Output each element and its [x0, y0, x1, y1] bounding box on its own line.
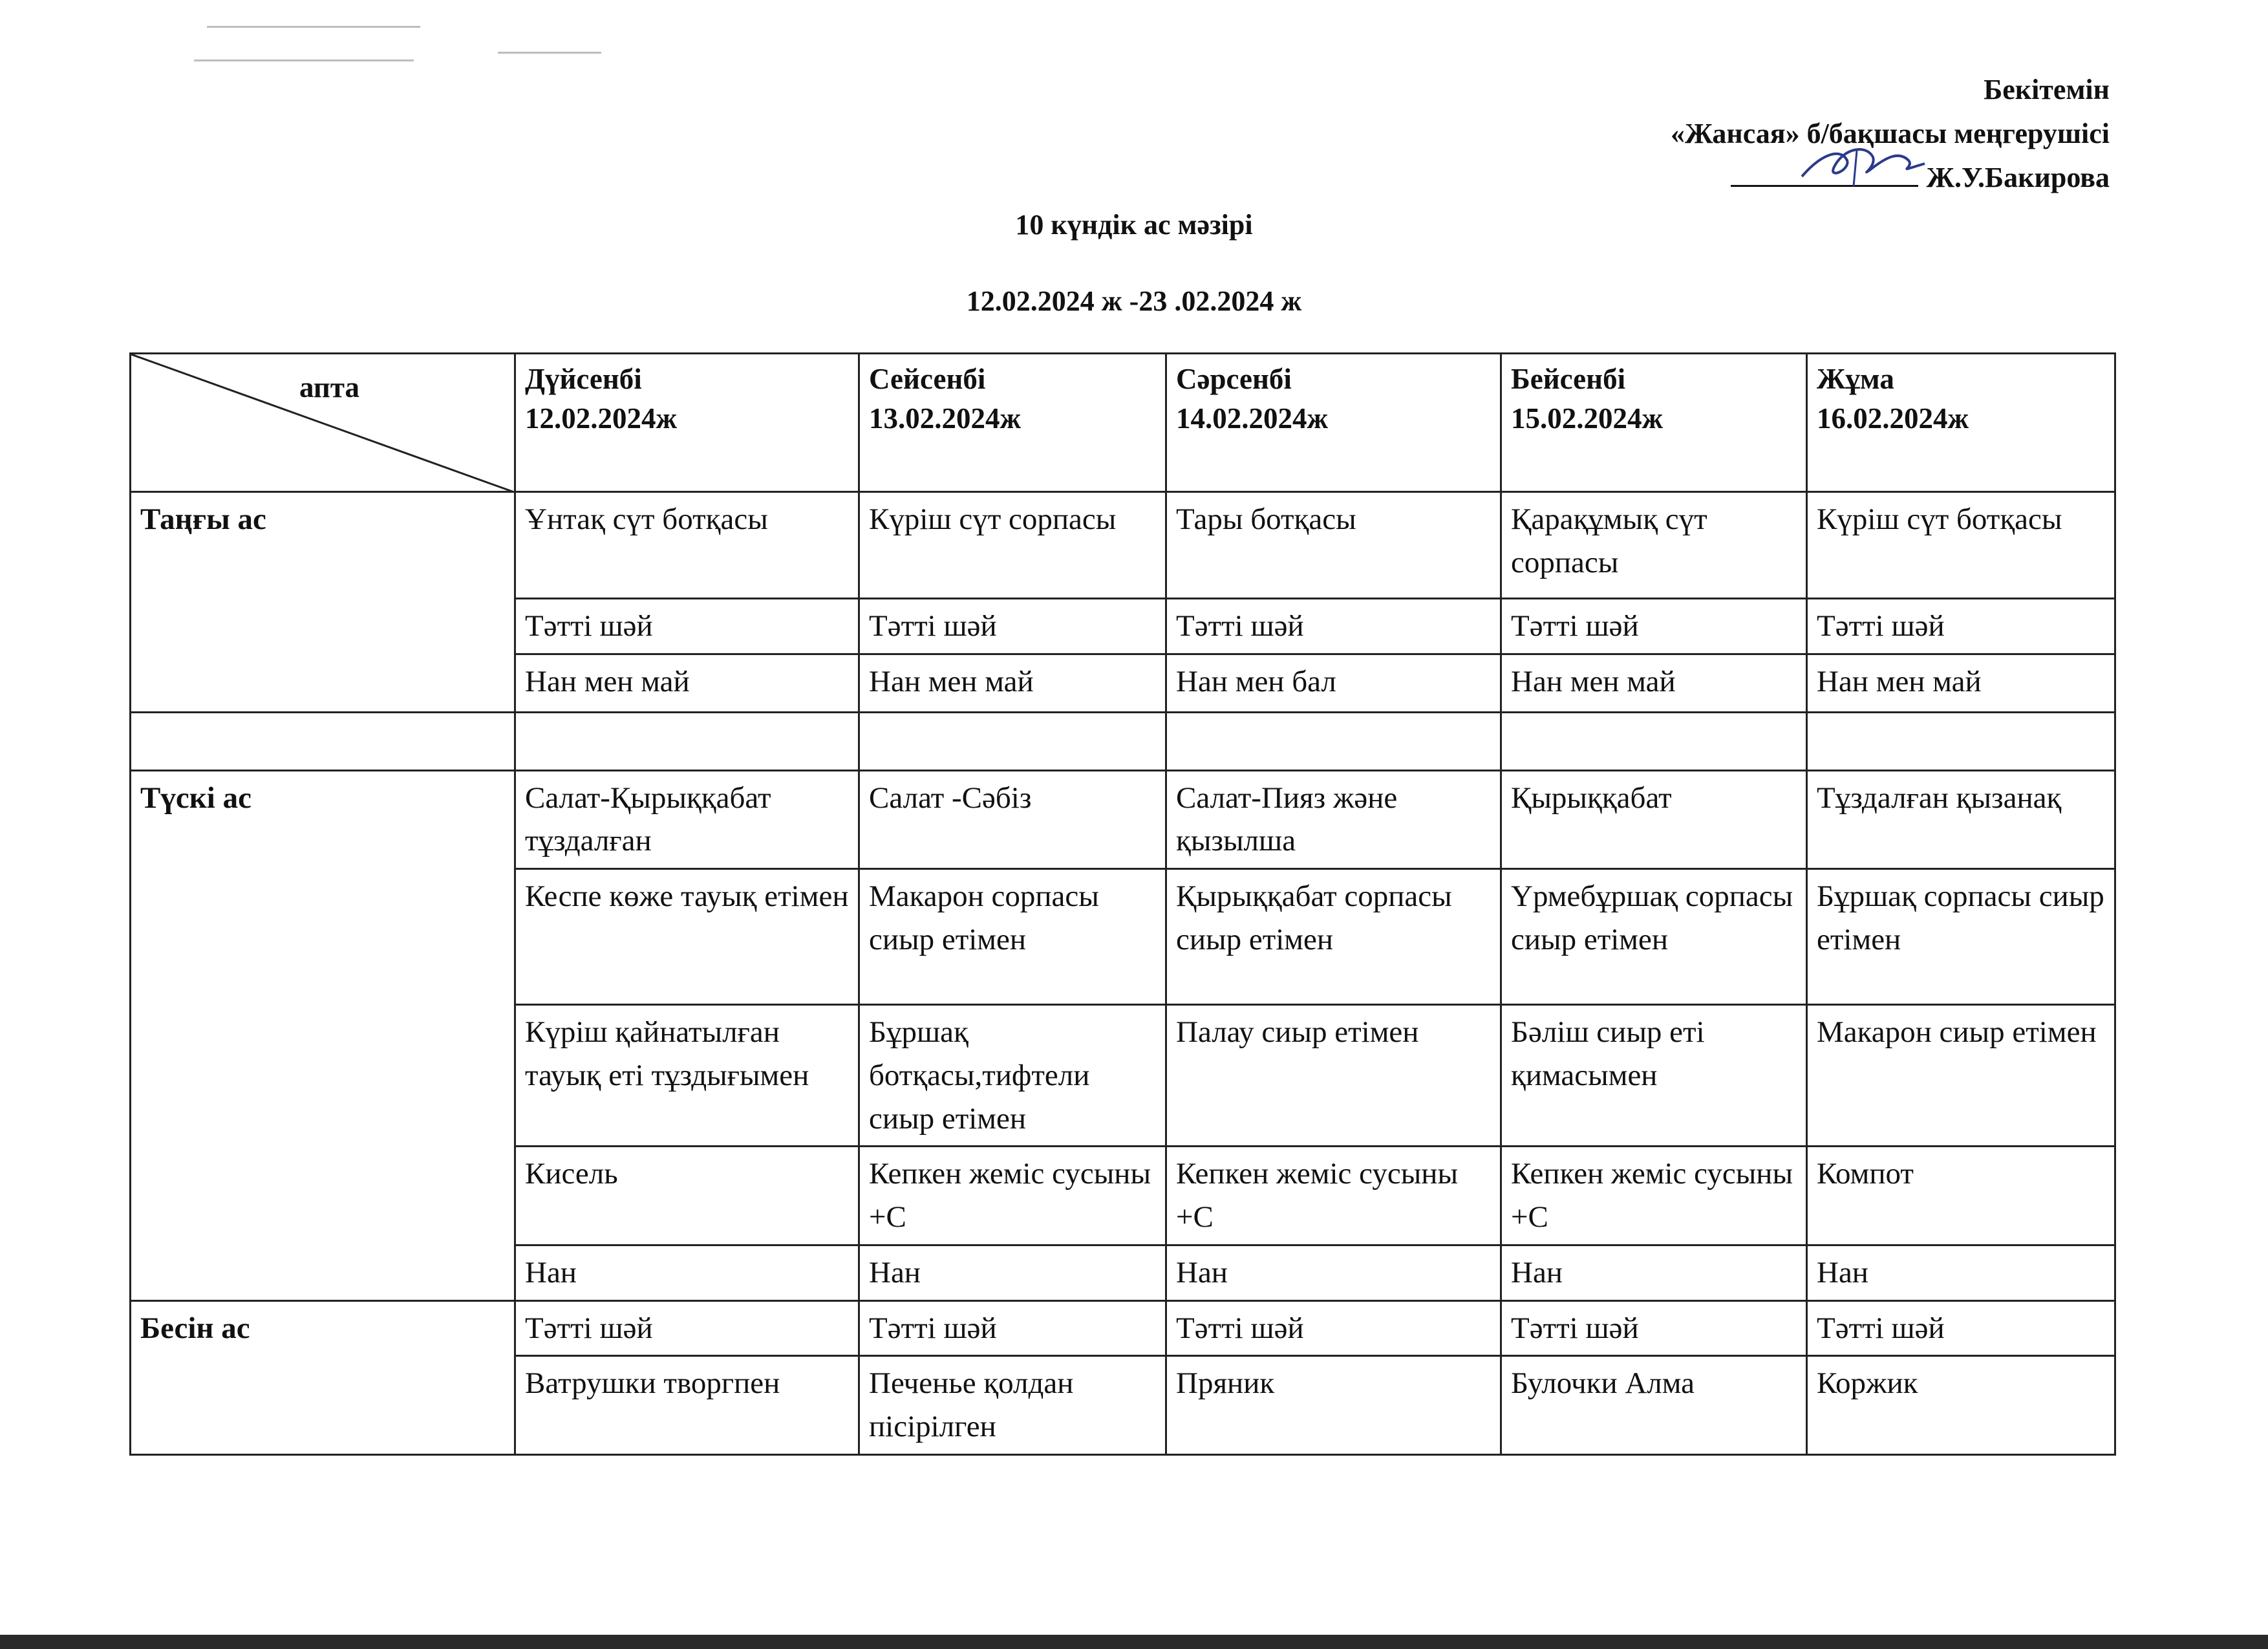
meal-breakfast: Таңғы ас [131, 492, 515, 713]
menu-cell: Тәтті шәй [515, 1300, 859, 1356]
menu-cell: Кепкен жеміс сусыны +С [1166, 1147, 1501, 1245]
menu-cell: Салат -Сәбіз [859, 770, 1166, 868]
menu-cell: Қарақұмық сүт сорпасы [1501, 492, 1807, 599]
menu-cell: Тәтті шәй [1807, 599, 2115, 654]
menu-cell: Палау сиыр етімен [1166, 1005, 1501, 1147]
meal-snack: Бесін ас [131, 1300, 515, 1454]
page-title: 10 күндік ас мәзірі [1015, 209, 1253, 241]
menu-table [129, 352, 2116, 1456]
approval-line-2: «Жансая» б/бақшасы меңгерушісі [1670, 118, 2110, 149]
menu-cell: Нан мен май [1501, 654, 1807, 712]
menu-cell: Қырыққабат [1501, 770, 1807, 868]
menu-cell: Тәтті шәй [1807, 1300, 2115, 1356]
menu-cell: Нан [859, 1245, 1166, 1300]
approval-line-3 [1671, 156, 2110, 200]
empty-row [131, 712, 2115, 770]
menu-cell: Тәтті шәй [1166, 1300, 1501, 1356]
menu-cell: Кепкен жеміс сусыны +С [1501, 1147, 1807, 1245]
day-header-wed: Сәрсенбі 14.02.2024ж [1166, 354, 1501, 492]
day-header-fri: Жұма 16.02.2024ж [1807, 354, 2115, 492]
menu-cell: Тәтті шәй [1166, 599, 1501, 654]
empty-cell [131, 712, 515, 770]
menu-cell: Компот [1807, 1147, 2115, 1245]
menu-cell: Тәтті шәй [859, 1300, 1166, 1356]
scan-smudge [194, 59, 414, 61]
empty-cell [859, 712, 1166, 770]
header-row [131, 354, 2115, 492]
menu-cell: Күріш қайнатылған тауық еті тұздығымен [515, 1005, 859, 1147]
menu-cell: Нан [515, 1245, 859, 1300]
menu-cell: Коржик [1807, 1356, 2115, 1454]
menu-cell: Нан [1501, 1245, 1807, 1300]
menu-cell: Тәтті шәй [1501, 1300, 1807, 1356]
table-row [131, 492, 2115, 599]
menu-cell: Макарон сиыр етімен [1807, 1005, 2115, 1147]
menu-cell: Нан [1166, 1245, 1501, 1300]
menu-cell: Макарон сорпасы сиыр етімен [859, 869, 1166, 1005]
corner-cell [131, 354, 515, 492]
menu-cell: Тәтті шәй [1501, 599, 1807, 654]
empty-cell [515, 712, 859, 770]
table-row [131, 770, 2115, 868]
menu-cell: Булочки Алма [1501, 1356, 1807, 1454]
menu-cell: Ұнтақ сүт ботқасы [515, 492, 859, 599]
menu-cell: Пряник [1166, 1356, 1501, 1454]
scan-edge [0, 1635, 2268, 1649]
empty-cell [1166, 712, 1501, 770]
signature-line [1731, 166, 1918, 187]
menu-cell: Тұздалған қызанақ [1807, 770, 2115, 868]
menu-period: 12.02.2024 ж -23 .02.2024 ж [966, 285, 1302, 317]
week-label: апта [299, 371, 359, 404]
menu-cell: Нан мен май [515, 654, 859, 712]
director-name: Ж.У.Бакирова [1926, 162, 2110, 193]
menu-cell: Бәліш сиыр еті қимасымен [1501, 1005, 1807, 1147]
menu-cell: Салат-Қырыққабат тұздалған [515, 770, 859, 868]
menu-cell: Печенье қолдан пісірілген [859, 1356, 1166, 1454]
approval-block [1671, 68, 2110, 200]
scan-smudge [498, 52, 601, 54]
empty-cell [1501, 712, 1807, 770]
menu-cell: Кеспе көже тауық етімен [515, 869, 859, 1005]
menu-cell: Нан мен май [1807, 654, 2115, 712]
day-header-mon: Дүйсенбі 12.02.2024ж [515, 354, 859, 492]
scan-smudge [207, 26, 420, 28]
approval-line-1: Бекітемін [1984, 74, 2110, 105]
menu-cell: Тары ботқасы [1166, 492, 1501, 599]
menu-cell: Нан [1807, 1245, 2115, 1300]
day-header-tue: Сейсенбі 13.02.2024ж [859, 354, 1166, 492]
table-row [131, 1300, 2115, 1356]
menu-cell: Күріш сүт сорпасы [859, 492, 1166, 599]
menu-cell: Кисель [515, 1147, 859, 1245]
signature-icon [1795, 141, 1938, 193]
menu-cell: Бұршақ ботқасы,тифтели сиыр етімен [859, 1005, 1166, 1147]
menu-cell: Нан мен бал [1166, 654, 1501, 712]
day-header-thu: Бейсенбі 15.02.2024ж [1501, 354, 1807, 492]
menu-cell: Бұршақ сорпасы сиыр етімен [1807, 869, 2115, 1005]
menu-cell: Үрмебұршақ сорпасы сиыр етімен [1501, 869, 1807, 1005]
menu-cell: Тәтті шәй [859, 599, 1166, 654]
menu-cell: Тәтті шәй [515, 599, 859, 654]
menu-cell: Салат-Пияз және қызылша [1166, 770, 1501, 868]
meal-lunch: Түскі ас [131, 770, 515, 1300]
menu-cell: Нан мен май [859, 654, 1166, 712]
menu-cell: Күріш сүт ботқасы [1807, 492, 2115, 599]
menu-cell: Қырыққабат сорпасы сиыр етімен [1166, 869, 1501, 1005]
menu-cell: Ватрушки творгпен [515, 1356, 859, 1454]
menu-cell: Кепкен жеміс сусыны +С [859, 1147, 1166, 1245]
empty-cell [1807, 712, 2115, 770]
